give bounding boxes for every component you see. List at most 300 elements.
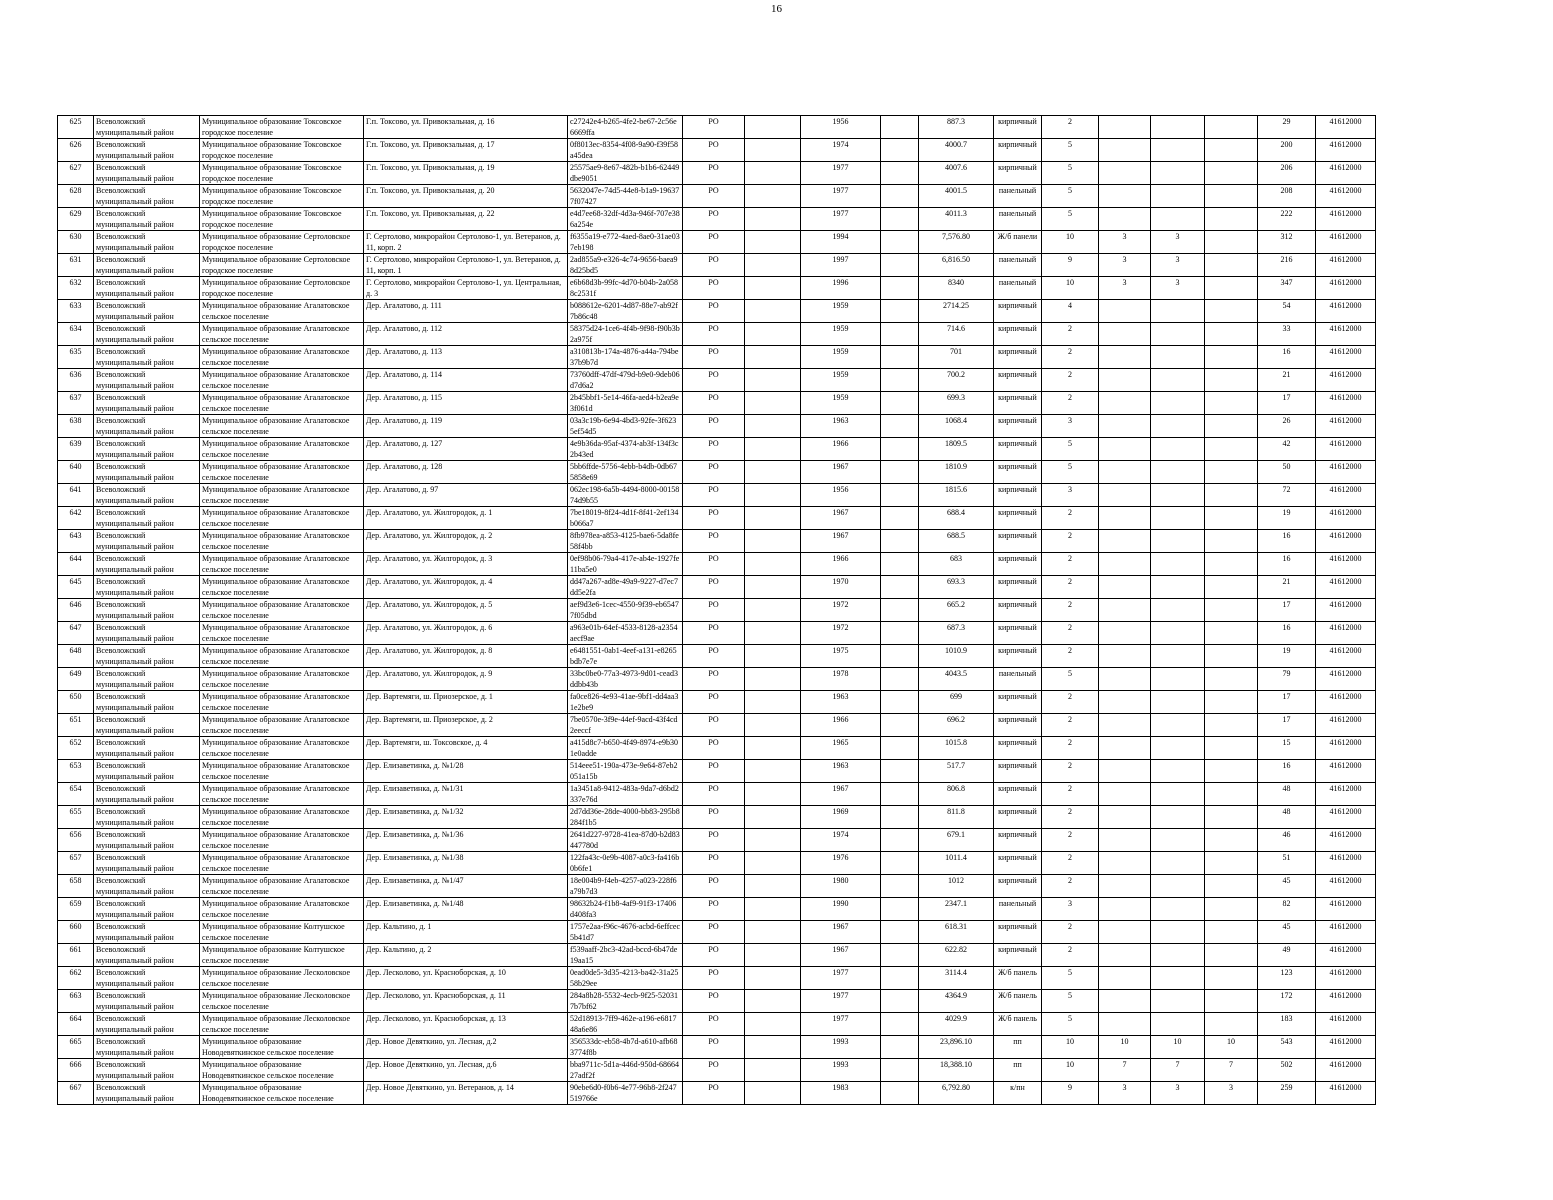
- empty-cell: [745, 116, 801, 139]
- empty-cell: [745, 185, 801, 208]
- management-form-cell: РО: [683, 852, 745, 875]
- wall-material-cell: кирпичный: [994, 300, 1042, 323]
- address-cell: Дер. Вартемяги, ш. Приозерское, д. 1: [364, 691, 568, 714]
- floors-cell: 2: [1042, 875, 1099, 898]
- registry-body: [58, 116, 1376, 1105]
- wall-material-cell: кирпичный: [994, 553, 1042, 576]
- extra-cell-1: [1099, 714, 1151, 737]
- municipality-cell: Муниципальное образование Агалатовское сельское поселение: [200, 829, 364, 852]
- extra-cell-3: [1205, 254, 1258, 277]
- residents-cell: 15: [1258, 737, 1316, 760]
- oktmo-cell: 41612000: [1316, 737, 1376, 760]
- extra-cell-1: [1099, 530, 1151, 553]
- floors-cell: 2: [1042, 116, 1099, 139]
- table-row: [58, 254, 1376, 277]
- table-row: [58, 116, 1376, 139]
- oktmo-cell: 41612000: [1316, 1036, 1376, 1059]
- management-form-cell: РО: [683, 484, 745, 507]
- area-cell: 6,792.80: [919, 1082, 994, 1105]
- guid-cell: bba9711c-5d1a-446d-950d-6866427adf2f: [568, 1059, 683, 1082]
- floors-cell: 5: [1042, 185, 1099, 208]
- address-cell: Дер. Елизаветинка, д. №1/28: [364, 760, 568, 783]
- municipality-cell: Муниципальное образование Агалатовское сельское поселение: [200, 622, 364, 645]
- table-row: [58, 1059, 1376, 1082]
- wall-material-cell: кирпичный: [994, 829, 1042, 852]
- floors-cell: 5: [1042, 668, 1099, 691]
- table-row: [58, 599, 1376, 622]
- floors-cell: 2: [1042, 369, 1099, 392]
- district-cell: Всеволожский муниципальный район: [94, 921, 200, 944]
- extra-cell-1: [1099, 944, 1151, 967]
- extra-cell-2: [1151, 967, 1205, 990]
- management-form-cell: РО: [683, 668, 745, 691]
- empty-cell: [881, 921, 919, 944]
- guid-cell: 7be18019-8f24-4d1f-8f41-2ef134b066a7: [568, 507, 683, 530]
- management-form-cell: РО: [683, 760, 745, 783]
- empty-cell: [881, 415, 919, 438]
- wall-material-cell: кирпичный: [994, 599, 1042, 622]
- guid-cell: e6b68d3b-99fc-4d70-b04b-2a0588c2531f: [568, 277, 683, 300]
- residents-cell: 17: [1258, 599, 1316, 622]
- extra-cell-1: [1099, 760, 1151, 783]
- municipality-cell: Муниципальное образование Агалатовское сельское поселение: [200, 737, 364, 760]
- municipality-cell: Муниципальное образование Новодевяткинское сельское поселение: [200, 1082, 364, 1105]
- wall-material-cell: кирпичный: [994, 806, 1042, 829]
- guid-cell: 2b45bbf1-5e14-46fa-aed4-b2ea9e3f061d: [568, 392, 683, 415]
- year-built-cell: 1967: [801, 921, 881, 944]
- guid-cell: 58375d24-1ce6-4f4b-9f98-f90b3b2a975f: [568, 323, 683, 346]
- wall-material-cell: кирпичный: [994, 116, 1042, 139]
- table-row: [58, 277, 1376, 300]
- extra-cell-2: [1151, 392, 1205, 415]
- district-cell: Всеволожский муниципальный район: [94, 645, 200, 668]
- residents-cell: 216: [1258, 254, 1316, 277]
- extra-cell-1: [1099, 668, 1151, 691]
- guid-cell: fa0ce826-4e93-41ae-9bf1-dd4aa31e2be9: [568, 691, 683, 714]
- wall-material-cell: кирпичный: [994, 783, 1042, 806]
- extra-cell-2: [1151, 576, 1205, 599]
- district-cell: Всеволожский муниципальный район: [94, 875, 200, 898]
- district-cell: Всеволожский муниципальный район: [94, 783, 200, 806]
- oktmo-cell: 41612000: [1316, 967, 1376, 990]
- floors-cell: 2: [1042, 760, 1099, 783]
- row-number-cell: 634: [58, 323, 94, 346]
- extra-cell-2: [1151, 415, 1205, 438]
- oktmo-cell: 41612000: [1316, 484, 1376, 507]
- floors-cell: 2: [1042, 783, 1099, 806]
- municipality-cell: Муниципальное образование Токсовское городское поселение: [200, 139, 364, 162]
- address-cell: Дер. Агалатово, ул. Жилгородок, д. 3: [364, 553, 568, 576]
- oktmo-cell: 41612000: [1316, 1082, 1376, 1105]
- district-cell: Всеволожский муниципальный район: [94, 323, 200, 346]
- address-cell: Дер. Агалатово, д. 97: [364, 484, 568, 507]
- district-cell: Всеволожский муниципальный район: [94, 599, 200, 622]
- oktmo-cell: 41612000: [1316, 116, 1376, 139]
- empty-cell: [745, 852, 801, 875]
- area-cell: 2347.1: [919, 898, 994, 921]
- extra-cell-3: [1205, 139, 1258, 162]
- table-row: [58, 484, 1376, 507]
- floors-cell: 3: [1042, 415, 1099, 438]
- address-cell: Г.п. Токсово, ул. Привокзальная, д. 17: [364, 139, 568, 162]
- wall-material-cell: кирпичный: [994, 461, 1042, 484]
- address-cell: Дер. Агалатово, д. 113: [364, 346, 568, 369]
- table-row: [58, 1036, 1376, 1059]
- municipality-cell: Муниципальное образование Сертоловское городское поселение: [200, 231, 364, 254]
- residents-cell: 502: [1258, 1059, 1316, 1082]
- management-form-cell: РО: [683, 875, 745, 898]
- empty-cell: [745, 783, 801, 806]
- extra-cell-1: 3: [1099, 254, 1151, 277]
- floors-cell: 2: [1042, 806, 1099, 829]
- row-number-cell: 663: [58, 990, 94, 1013]
- table-row: [58, 162, 1376, 185]
- wall-material-cell: кирпичный: [994, 139, 1042, 162]
- address-cell: Дер. Вартемяги, ш. Приозерское, д. 2: [364, 714, 568, 737]
- empty-cell: [881, 507, 919, 530]
- row-number-cell: 631: [58, 254, 94, 277]
- floors-cell: 9: [1042, 254, 1099, 277]
- year-built-cell: 1959: [801, 346, 881, 369]
- empty-cell: [881, 300, 919, 323]
- area-cell: 696.2: [919, 714, 994, 737]
- wall-material-cell: кирпичный: [994, 875, 1042, 898]
- oktmo-cell: 41612000: [1316, 438, 1376, 461]
- row-number-cell: 666: [58, 1059, 94, 1082]
- management-form-cell: РО: [683, 300, 745, 323]
- floors-cell: 10: [1042, 1036, 1099, 1059]
- management-form-cell: РО: [683, 553, 745, 576]
- guid-cell: 062ec198-6a5b-4494-8000-0015874d9b55: [568, 484, 683, 507]
- oktmo-cell: 41612000: [1316, 760, 1376, 783]
- guid-cell: 356533dc-eb58-4b7d-a610-afb683774f8b: [568, 1036, 683, 1059]
- floors-cell: 5: [1042, 967, 1099, 990]
- extra-cell-2: [1151, 346, 1205, 369]
- extra-cell-1: [1099, 300, 1151, 323]
- year-built-cell: 1977: [801, 1013, 881, 1036]
- address-cell: Г.п. Токсово, ул. Привокзальная, д. 16: [364, 116, 568, 139]
- year-built-cell: 1976: [801, 852, 881, 875]
- extra-cell-2: [1151, 852, 1205, 875]
- address-cell: Дер. Новое Девяткино, ул. Лесная, д.6: [364, 1059, 568, 1082]
- row-number-cell: 643: [58, 530, 94, 553]
- empty-cell: [745, 392, 801, 415]
- district-cell: Всеволожский муниципальный район: [94, 990, 200, 1013]
- year-built-cell: 1959: [801, 369, 881, 392]
- residents-cell: 19: [1258, 507, 1316, 530]
- address-cell: Дер. Елизаветинка, д. №1/36: [364, 829, 568, 852]
- oktmo-cell: 41612000: [1316, 185, 1376, 208]
- empty-cell: [881, 599, 919, 622]
- extra-cell-3: [1205, 921, 1258, 944]
- district-cell: Всеволожский муниципальный район: [94, 185, 200, 208]
- row-number-cell: 662: [58, 967, 94, 990]
- oktmo-cell: 41612000: [1316, 530, 1376, 553]
- empty-cell: [745, 277, 801, 300]
- management-form-cell: РО: [683, 1036, 745, 1059]
- municipality-cell: Муниципальное образование Агалатовское сельское поселение: [200, 576, 364, 599]
- wall-material-cell: пп: [994, 1036, 1042, 1059]
- extra-cell-1: [1099, 875, 1151, 898]
- address-cell: Дер. Агалатово, ул. Жилгородок, д. 6: [364, 622, 568, 645]
- guid-cell: c27242e4-b265-4fe2-be67-2c56e6669ffa: [568, 116, 683, 139]
- empty-cell: [881, 990, 919, 1013]
- guid-cell: 284a8b28-5532-4ecb-9f25-520317b7bf62: [568, 990, 683, 1013]
- row-number-cell: 645: [58, 576, 94, 599]
- floors-cell: 4: [1042, 300, 1099, 323]
- extra-cell-2: [1151, 185, 1205, 208]
- floors-cell: 5: [1042, 1013, 1099, 1036]
- extra-cell-3: [1205, 553, 1258, 576]
- oktmo-cell: 41612000: [1316, 392, 1376, 415]
- oktmo-cell: 41612000: [1316, 599, 1376, 622]
- area-cell: 699: [919, 691, 994, 714]
- district-cell: Всеволожский муниципальный район: [94, 208, 200, 231]
- guid-cell: a310813b-174a-4876-a44a-794be37b9b7d: [568, 346, 683, 369]
- empty-cell: [745, 967, 801, 990]
- table-row: [58, 691, 1376, 714]
- empty-cell: [745, 507, 801, 530]
- extra-cell-2: [1151, 622, 1205, 645]
- year-built-cell: 1959: [801, 300, 881, 323]
- extra-cell-1: [1099, 691, 1151, 714]
- oktmo-cell: 41612000: [1316, 1059, 1376, 1082]
- management-form-cell: РО: [683, 1059, 745, 1082]
- empty-cell: [745, 944, 801, 967]
- extra-cell-3: 10: [1205, 1036, 1258, 1059]
- district-cell: Всеволожский муниципальный район: [94, 852, 200, 875]
- row-number-cell: 648: [58, 645, 94, 668]
- extra-cell-3: [1205, 898, 1258, 921]
- row-number-cell: 646: [58, 599, 94, 622]
- floors-cell: 9: [1042, 1082, 1099, 1105]
- district-cell: Всеволожский муниципальный район: [94, 691, 200, 714]
- extra-cell-2: [1151, 737, 1205, 760]
- residents-cell: 49: [1258, 944, 1316, 967]
- row-number-cell: 632: [58, 277, 94, 300]
- guid-cell: 4e9b36da-95af-4374-ab3f-134f3c2b43ed: [568, 438, 683, 461]
- management-form-cell: РО: [683, 254, 745, 277]
- area-cell: 1810.9: [919, 461, 994, 484]
- extra-cell-2: [1151, 300, 1205, 323]
- empty-cell: [745, 323, 801, 346]
- residents-cell: 222: [1258, 208, 1316, 231]
- district-cell: Всеволожский муниципальный район: [94, 622, 200, 645]
- extra-cell-1: [1099, 116, 1151, 139]
- address-cell: Г. Сертолово, микрорайон Сертолово-1, ул. Ветеранов, д. 11, корп. 1: [364, 254, 568, 277]
- row-number-cell: 650: [58, 691, 94, 714]
- guid-cell: a963e01b-64ef-4533-8128-a2354aecf9ae: [568, 622, 683, 645]
- residents-cell: 79: [1258, 668, 1316, 691]
- district-cell: Всеволожский муниципальный район: [94, 1059, 200, 1082]
- year-built-cell: 1967: [801, 507, 881, 530]
- area-cell: 4029.9: [919, 1013, 994, 1036]
- row-number-cell: 642: [58, 507, 94, 530]
- extra-cell-3: [1205, 990, 1258, 1013]
- row-number-cell: 658: [58, 875, 94, 898]
- table-row: [58, 507, 1376, 530]
- extra-cell-3: [1205, 714, 1258, 737]
- year-built-cell: 1990: [801, 898, 881, 921]
- extra-cell-1: [1099, 921, 1151, 944]
- guid-cell: b088612e-6201-4d87-88e7-ab92f7b86c48: [568, 300, 683, 323]
- extra-cell-2: [1151, 668, 1205, 691]
- guid-cell: 2641d227-9728-41ea-87d0-b2d83447780d: [568, 829, 683, 852]
- extra-cell-1: 7: [1099, 1059, 1151, 1082]
- guid-cell: 03a3c19b-6e94-4bd3-92fe-3f6235ef54d5: [568, 415, 683, 438]
- address-cell: Дер. Агалатово, д. 119: [364, 415, 568, 438]
- wall-material-cell: кирпичный: [994, 438, 1042, 461]
- table-row: [58, 300, 1376, 323]
- year-built-cell: 1963: [801, 760, 881, 783]
- guid-cell: 1a3451a8-9412-483a-9da7-d6bd2337e76d: [568, 783, 683, 806]
- guid-cell: e4d7ee68-32df-4d3a-946f-707e386a254e: [568, 208, 683, 231]
- district-cell: Всеволожский муниципальный район: [94, 392, 200, 415]
- extra-cell-3: [1205, 369, 1258, 392]
- residents-cell: 123: [1258, 967, 1316, 990]
- wall-material-cell: кирпичный: [994, 369, 1042, 392]
- wall-material-cell: кирпичный: [994, 530, 1042, 553]
- empty-cell: [745, 553, 801, 576]
- year-built-cell: 1967: [801, 944, 881, 967]
- guid-cell: a415d8c7-b650-4f49-8974-e9b301e0adde: [568, 737, 683, 760]
- management-form-cell: РО: [683, 990, 745, 1013]
- management-form-cell: РО: [683, 346, 745, 369]
- empty-cell: [881, 967, 919, 990]
- table-row: [58, 622, 1376, 645]
- area-cell: 4364.9: [919, 990, 994, 1013]
- residents-cell: 54: [1258, 300, 1316, 323]
- residents-cell: 48: [1258, 806, 1316, 829]
- row-number-cell: 641: [58, 484, 94, 507]
- municipality-cell: Муниципальное образование Агалатовское сельское поселение: [200, 369, 364, 392]
- area-cell: 665.2: [919, 599, 994, 622]
- extra-cell-3: 7: [1205, 1059, 1258, 1082]
- management-form-cell: РО: [683, 1013, 745, 1036]
- extra-cell-2: [1151, 714, 1205, 737]
- management-form-cell: РО: [683, 622, 745, 645]
- table-row: [58, 438, 1376, 461]
- extra-cell-2: [1151, 990, 1205, 1013]
- row-number-cell: 649: [58, 668, 94, 691]
- row-number-cell: 655: [58, 806, 94, 829]
- empty-cell: [745, 668, 801, 691]
- management-form-cell: РО: [683, 691, 745, 714]
- year-built-cell: 1975: [801, 645, 881, 668]
- oktmo-cell: 41612000: [1316, 944, 1376, 967]
- residents-cell: 200: [1258, 139, 1316, 162]
- extra-cell-1: 3: [1099, 1082, 1151, 1105]
- wall-material-cell: панельный: [994, 277, 1042, 300]
- extra-cell-2: [1151, 553, 1205, 576]
- municipality-cell: Муниципальное образование Лесколовское сельское поселение: [200, 967, 364, 990]
- year-built-cell: 1970: [801, 576, 881, 599]
- guid-cell: 52d18913-7ff9-462e-a196-e681748a6e86: [568, 1013, 683, 1036]
- extra-cell-1: [1099, 967, 1151, 990]
- guid-cell: 122fa43c-0e9b-4087-a0c3-fa416b0b6fe1: [568, 852, 683, 875]
- municipality-cell: Муниципальное образование Агалатовское сельское поселение: [200, 461, 364, 484]
- extra-cell-3: [1205, 967, 1258, 990]
- empty-cell: [881, 116, 919, 139]
- table-row: [58, 714, 1376, 737]
- municipality-cell: Муниципальное образование Агалатовское сельское поселение: [200, 599, 364, 622]
- year-built-cell: 1977: [801, 185, 881, 208]
- residents-cell: 33: [1258, 323, 1316, 346]
- residents-cell: 16: [1258, 622, 1316, 645]
- empty-cell: [745, 921, 801, 944]
- district-cell: Всеволожский муниципальный район: [94, 553, 200, 576]
- table-row: [58, 530, 1376, 553]
- extra-cell-1: [1099, 599, 1151, 622]
- district-cell: Всеволожский муниципальный район: [94, 1082, 200, 1105]
- extra-cell-2: [1151, 438, 1205, 461]
- row-number-cell: 653: [58, 760, 94, 783]
- municipality-cell: Муниципальное образование Агалатовское сельское поселение: [200, 300, 364, 323]
- extra-cell-1: 3: [1099, 277, 1151, 300]
- empty-cell: [745, 714, 801, 737]
- area-cell: 806.8: [919, 783, 994, 806]
- wall-material-cell: Ж/б панель: [994, 967, 1042, 990]
- empty-cell: [745, 254, 801, 277]
- management-form-cell: РО: [683, 323, 745, 346]
- oktmo-cell: 41612000: [1316, 829, 1376, 852]
- empty-cell: [881, 1036, 919, 1059]
- empty-cell: [745, 737, 801, 760]
- municipality-cell: Муниципальное образование Агалатовское сельское поселение: [200, 875, 364, 898]
- municipality-cell: Муниципальное образование Агалатовское сельское поселение: [200, 806, 364, 829]
- wall-material-cell: кирпичный: [994, 346, 1042, 369]
- management-form-cell: РО: [683, 208, 745, 231]
- residents-cell: 17: [1258, 392, 1316, 415]
- guid-cell: 7be0570e-3f9e-44ef-9acd-43f4cd2eeccf: [568, 714, 683, 737]
- extra-cell-1: [1099, 829, 1151, 852]
- wall-material-cell: панельный: [994, 208, 1042, 231]
- guid-cell: 0ead0de5-3d35-4213-ba42-31a2558b29ee: [568, 967, 683, 990]
- wall-material-cell: кирпичный: [994, 507, 1042, 530]
- residents-cell: 82: [1258, 898, 1316, 921]
- empty-cell: [881, 1082, 919, 1105]
- oktmo-cell: 41612000: [1316, 300, 1376, 323]
- address-cell: Дер. Лесколово, ул. Красноборская, д. 13: [364, 1013, 568, 1036]
- guid-cell: 25575ae9-8e67-482b-b1b6-62449dbe9051: [568, 162, 683, 185]
- table-row: [58, 875, 1376, 898]
- municipality-cell: Муниципальное образование Агалатовское сельское поселение: [200, 323, 364, 346]
- empty-cell: [745, 484, 801, 507]
- extra-cell-3: [1205, 760, 1258, 783]
- municipality-cell: Муниципальное образование Лесколовское сельское поселение: [200, 1013, 364, 1036]
- year-built-cell: 1994: [801, 231, 881, 254]
- guid-cell: 0f8013ec-8354-4f08-9a90-f39f58a45dea: [568, 139, 683, 162]
- row-number-cell: 657: [58, 852, 94, 875]
- district-cell: Всеволожский муниципальный район: [94, 116, 200, 139]
- residents-cell: 16: [1258, 346, 1316, 369]
- extra-cell-3: [1205, 806, 1258, 829]
- district-cell: Всеволожский муниципальный район: [94, 898, 200, 921]
- residents-cell: 208: [1258, 185, 1316, 208]
- floors-cell: 5: [1042, 461, 1099, 484]
- table-row: [58, 990, 1376, 1013]
- management-form-cell: РО: [683, 921, 745, 944]
- district-cell: Всеволожский муниципальный район: [94, 806, 200, 829]
- municipality-cell: Муниципальное образование Сертоловское городское поселение: [200, 277, 364, 300]
- district-cell: Всеволожский муниципальный район: [94, 714, 200, 737]
- empty-cell: [745, 760, 801, 783]
- municipality-cell: Муниципальное образование Агалатовское сельское поселение: [200, 530, 364, 553]
- extra-cell-2: [1151, 921, 1205, 944]
- address-cell: Дер. Новое Девяткино, ул. Лесная, д.2: [364, 1036, 568, 1059]
- extra-cell-1: [1099, 622, 1151, 645]
- row-number-cell: 667: [58, 1082, 94, 1105]
